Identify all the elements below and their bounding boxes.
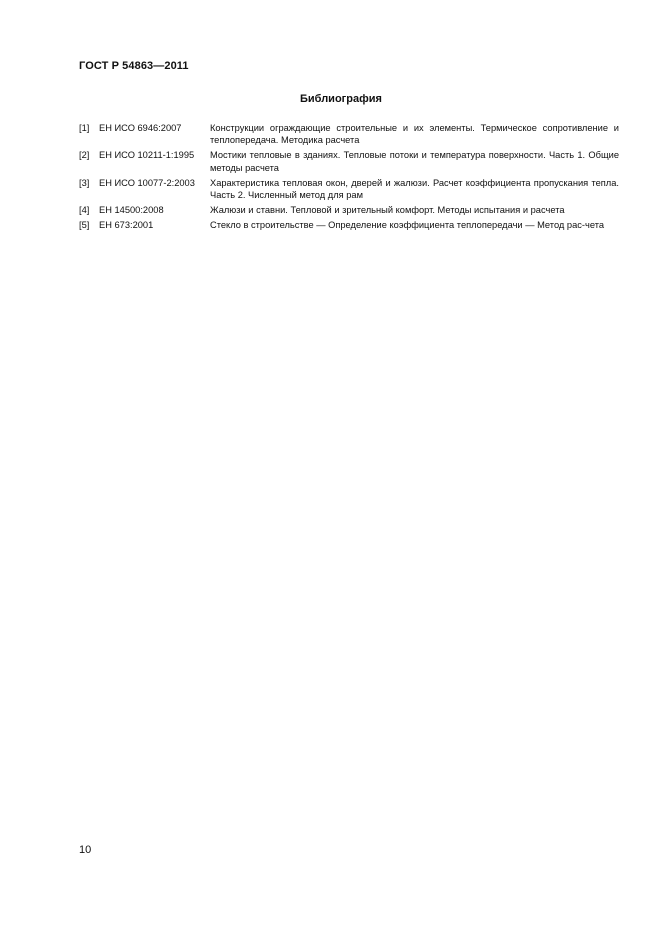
bibliography-item [79,204,619,216]
bibliography-item-number: [5] [79,220,90,231]
bibliography-list [79,122,619,235]
bibliography-item-standard-code: ЕН 14500:2008 [99,205,164,216]
page-number: 10 [79,844,92,856]
bibliography-item [79,149,619,173]
bibliography-item-title: Характеристика тепловая окон, дверей и жалюзи. Расчет коэффициента пропускания тепла. Часть 2. Численный метод для рам [210,177,619,201]
bibliography-item-standard-code: ЕН 673:2001 [99,220,154,231]
bibliography-item-number: [1] [79,123,90,133]
bibliography-item [79,122,619,146]
bibliography-item-number: [2] [79,150,90,161]
bibliography-item [79,177,619,201]
bibliography-item-title: Конструкции ограждающие строительные и их элементы. Термическое сопротивление и теплопередача. Методика расчета [210,123,619,146]
bibliography-title: Библиография [300,93,382,105]
bibliography-item-title: Жалюзи и ставни. Тепловой и зрительный комфорт. Методы испытания и расчета [210,205,565,216]
document-code-header: ГОСТ Р 54863—2011 [79,60,189,72]
bibliography-item-standard-code: ЕН ИСО 6946:2007 [99,123,182,133]
bibliography-item-standard-code: ЕН ИСО 10077-2:2003 [99,177,195,188]
bibliography-item-number: [4] [79,205,90,216]
bibliography-item [79,219,619,231]
bibliography-item-standard-code: ЕН ИСО 10211-1:1995 [99,150,195,161]
bibliography-item-title: Мостики тепловые в зданиях. Тепловые потоки и температура поверхности. Часть 1. Общие методы расчета [210,150,619,173]
bibliography-item-number: [3] [79,177,90,188]
bibliography-item-title: Стекло в строительстве — Определение коэффициента теплопередачи — Метод рас-чета [210,220,605,231]
